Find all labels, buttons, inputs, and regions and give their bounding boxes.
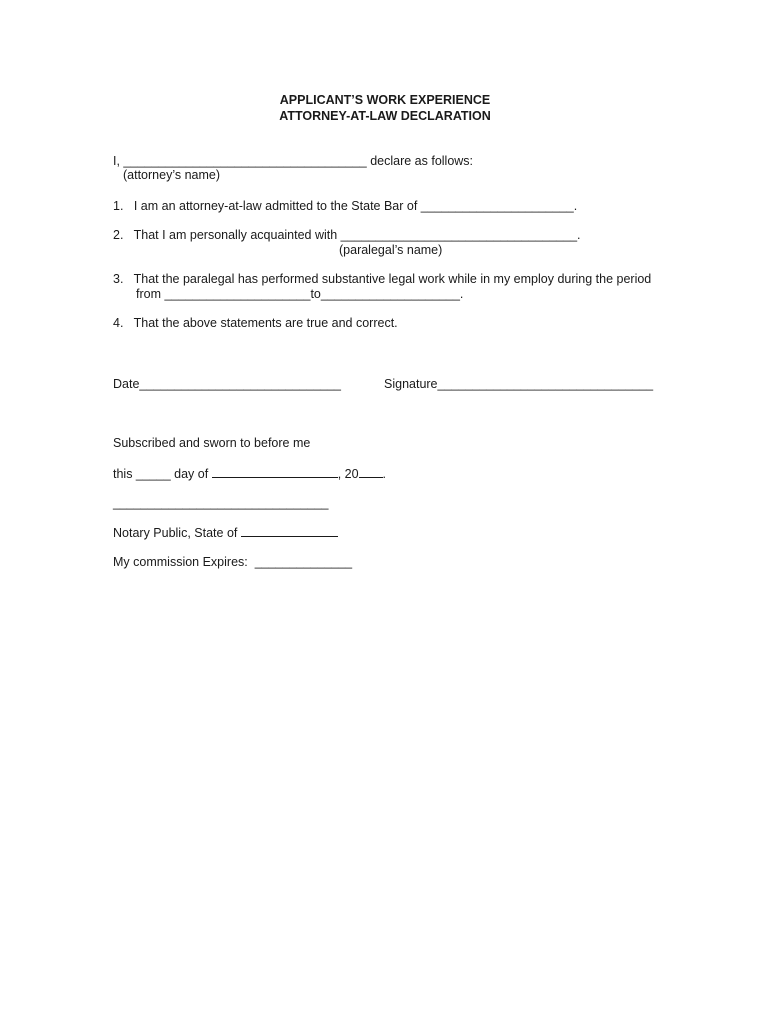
- day-month-year-line: [113, 465, 386, 482]
- item-3-period-line: from _____________________to____________________.: [136, 287, 464, 301]
- item-2-acquainted: 2. That I am personally acquainted with __________________________________.: [113, 228, 581, 242]
- notary-signature-line: _______________________________: [113, 496, 329, 510]
- document-title-line-1: APPLICANT’S WORK EXPERIENCE: [279, 93, 491, 107]
- attorney-name-line: I, ___________________________________ declare as follows:: [113, 154, 474, 168]
- year-prefix: , 20: [337, 467, 359, 481]
- commission-expires-line: My commission Expires: ______________: [113, 555, 353, 569]
- attorney-name-caption: (attorney’s name): [123, 168, 221, 182]
- signature-line: Signature_______________________________: [384, 377, 654, 391]
- item-4-true-correct: 4. That the above statements are true and correct.: [113, 316, 398, 330]
- subscribed-sworn-text: Subscribed and sworn to before me: [113, 436, 311, 450]
- item-1-state-bar: 1. I am an attorney-at-law admitted to the State Bar of ______________________.: [113, 199, 578, 213]
- document-title-line-2: ATTORNEY-AT-LAW DECLARATION: [279, 109, 491, 123]
- day-of-prefix: this _____ day of: [113, 467, 212, 481]
- date-line: Date_____________________________: [113, 377, 342, 391]
- notary-state-line: [113, 524, 338, 541]
- item-3-line-1: 3. That the paralegal has performed substantive legal work while in my employ during the period: [113, 272, 652, 286]
- notary-public-label: Notary Public, State of: [113, 526, 241, 540]
- month-blank: [212, 465, 338, 478]
- day-line-period: .: [382, 467, 387, 481]
- notary-state-blank: [241, 524, 338, 537]
- year-blank: [359, 465, 383, 478]
- paralegal-name-caption: (paralegal’s name): [339, 243, 443, 257]
